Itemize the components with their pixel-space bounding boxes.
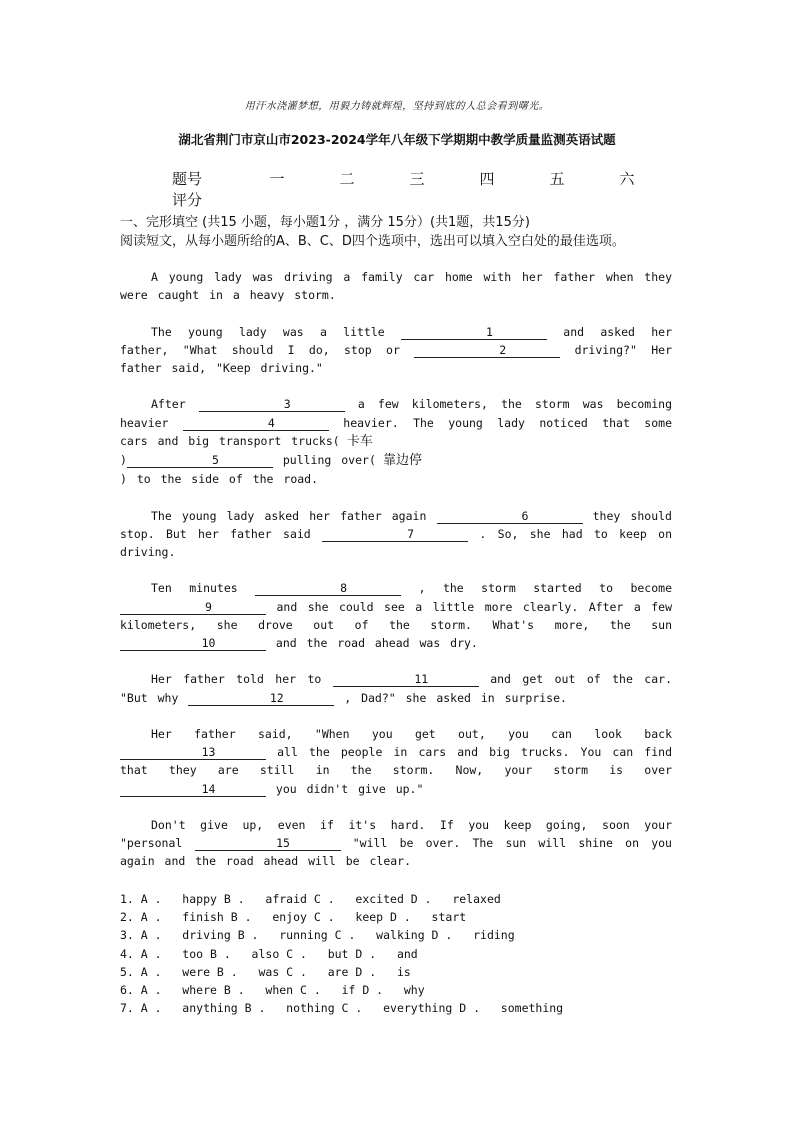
- blank-5[interactable]: 5: [127, 453, 273, 468]
- score-cell-1: 一: [269, 170, 285, 188]
- blank-6[interactable]: 6: [437, 509, 583, 524]
- score-cell-2: 二: [339, 170, 355, 188]
- blank-10[interactable]: 10: [120, 636, 266, 651]
- option-row-2: 2. A . finish B . enjoy C . keep D . start: [120, 910, 467, 925]
- passage-paragraph: Her father said, "When you get out, you can look back 13 all the people in cars and big trucks. You can find that they are still in the storm. Now, your storm is over 14 you didn't give up.": [120, 726, 672, 796]
- blank-4[interactable]: 4: [183, 416, 329, 431]
- blank-2[interactable]: 2: [414, 343, 560, 358]
- passage-paragraph: The young lady was a little 1 and asked her father, "What should I do, stop or 2 driving?" Her father said, "Keep driving.": [120, 324, 672, 375]
- blank-8[interactable]: 8: [255, 581, 401, 596]
- blank-12[interactable]: 12: [188, 691, 334, 706]
- score-table-header-row: [172, 168, 662, 189]
- page-title: 湖北省荆门市京山市2023-2024学年八年级下学期期中教学质量监测英语试题: [178, 132, 616, 147]
- score-cell-4: 四: [479, 170, 495, 188]
- passage-paragraph: Her father told her to 11 and get out of the car. "But why 12 , Dad?" she asked in surprise.: [120, 672, 672, 705]
- option-row-1: 1. A . happy B . afraid C . excited D . relaxed: [120, 892, 501, 906]
- passage-paragraph: After 3 a few kilometers, the storm was becoming heavier 4 heavier. The young lady noticed that some cars and big transport trucks( 卡车 ) 5 pulling over( 靠边停 ) to the side of the road.: [120, 397, 673, 487]
- section-title: 一、完形填空 (共15 小题，每小题1分 ，满分 15分）(共1题，共15分): [120, 215, 530, 230]
- option-row-3: 3. A . driving B . running C . walking D . riding: [120, 928, 515, 943]
- score-cell-6: 六: [619, 170, 635, 188]
- blank-1[interactable]: 1: [401, 325, 547, 340]
- option-row-5: 5. A . were B . was C . are D . is: [120, 964, 411, 979]
- blank-9[interactable]: 9: [120, 600, 266, 615]
- passage-paragraph: The young lady asked her father again 6 they should stop. But her father said 7 . So, she had to keep on driving.: [120, 508, 673, 559]
- option-row-4: 4. A . too B . also C . but D . and: [120, 946, 418, 961]
- passage: [120, 268, 672, 889]
- passage-paragraph: A young lady was driving a family car home with her father when they were caught in a heavy storm.: [120, 270, 672, 303]
- options-list: [120, 890, 563, 1017]
- passage-paragraph: Ten minutes 8 , the storm started to become 9 and she could see a little more clearly. After a few kilometers, she drove out of the storm. What's more, the sun 10 and the road ahead was dry.: [120, 581, 672, 650]
- passage-paragraph: Don't give up, even if it's hard. If you keep going, soon your "personal 15 "will be over. The sun will shine on you again and the road ahead will be clear.: [120, 817, 672, 869]
- blank-3[interactable]: 3: [199, 397, 345, 412]
- score-row-label: 评分: [172, 191, 203, 209]
- section-instruction: 阅读短文，从每小题所给的A、B、C、D四个选项中，选出可以填入空白处的最佳选项。: [120, 234, 625, 249]
- blank-13[interactable]: 13: [120, 745, 266, 760]
- page-motto: 用汗水浇灌梦想，用毅力铸就辉煌，坚持到底的人总会看到曙光。: [244, 101, 550, 112]
- score-cell-5: 五: [549, 170, 565, 188]
- option-row-6: 6. A . where B . when C . if D . why: [120, 983, 425, 998]
- option-row-7: 7. A . anything B . nothing C . everything D . something: [120, 1001, 564, 1016]
- blank-11[interactable]: 11: [333, 672, 479, 687]
- blank-14[interactable]: 14: [120, 782, 266, 797]
- blank-15[interactable]: 15: [195, 836, 341, 851]
- blank-7[interactable]: 7: [322, 527, 468, 542]
- score-cell-3: 三: [409, 170, 425, 188]
- score-cell-label: 题号: [172, 170, 203, 188]
